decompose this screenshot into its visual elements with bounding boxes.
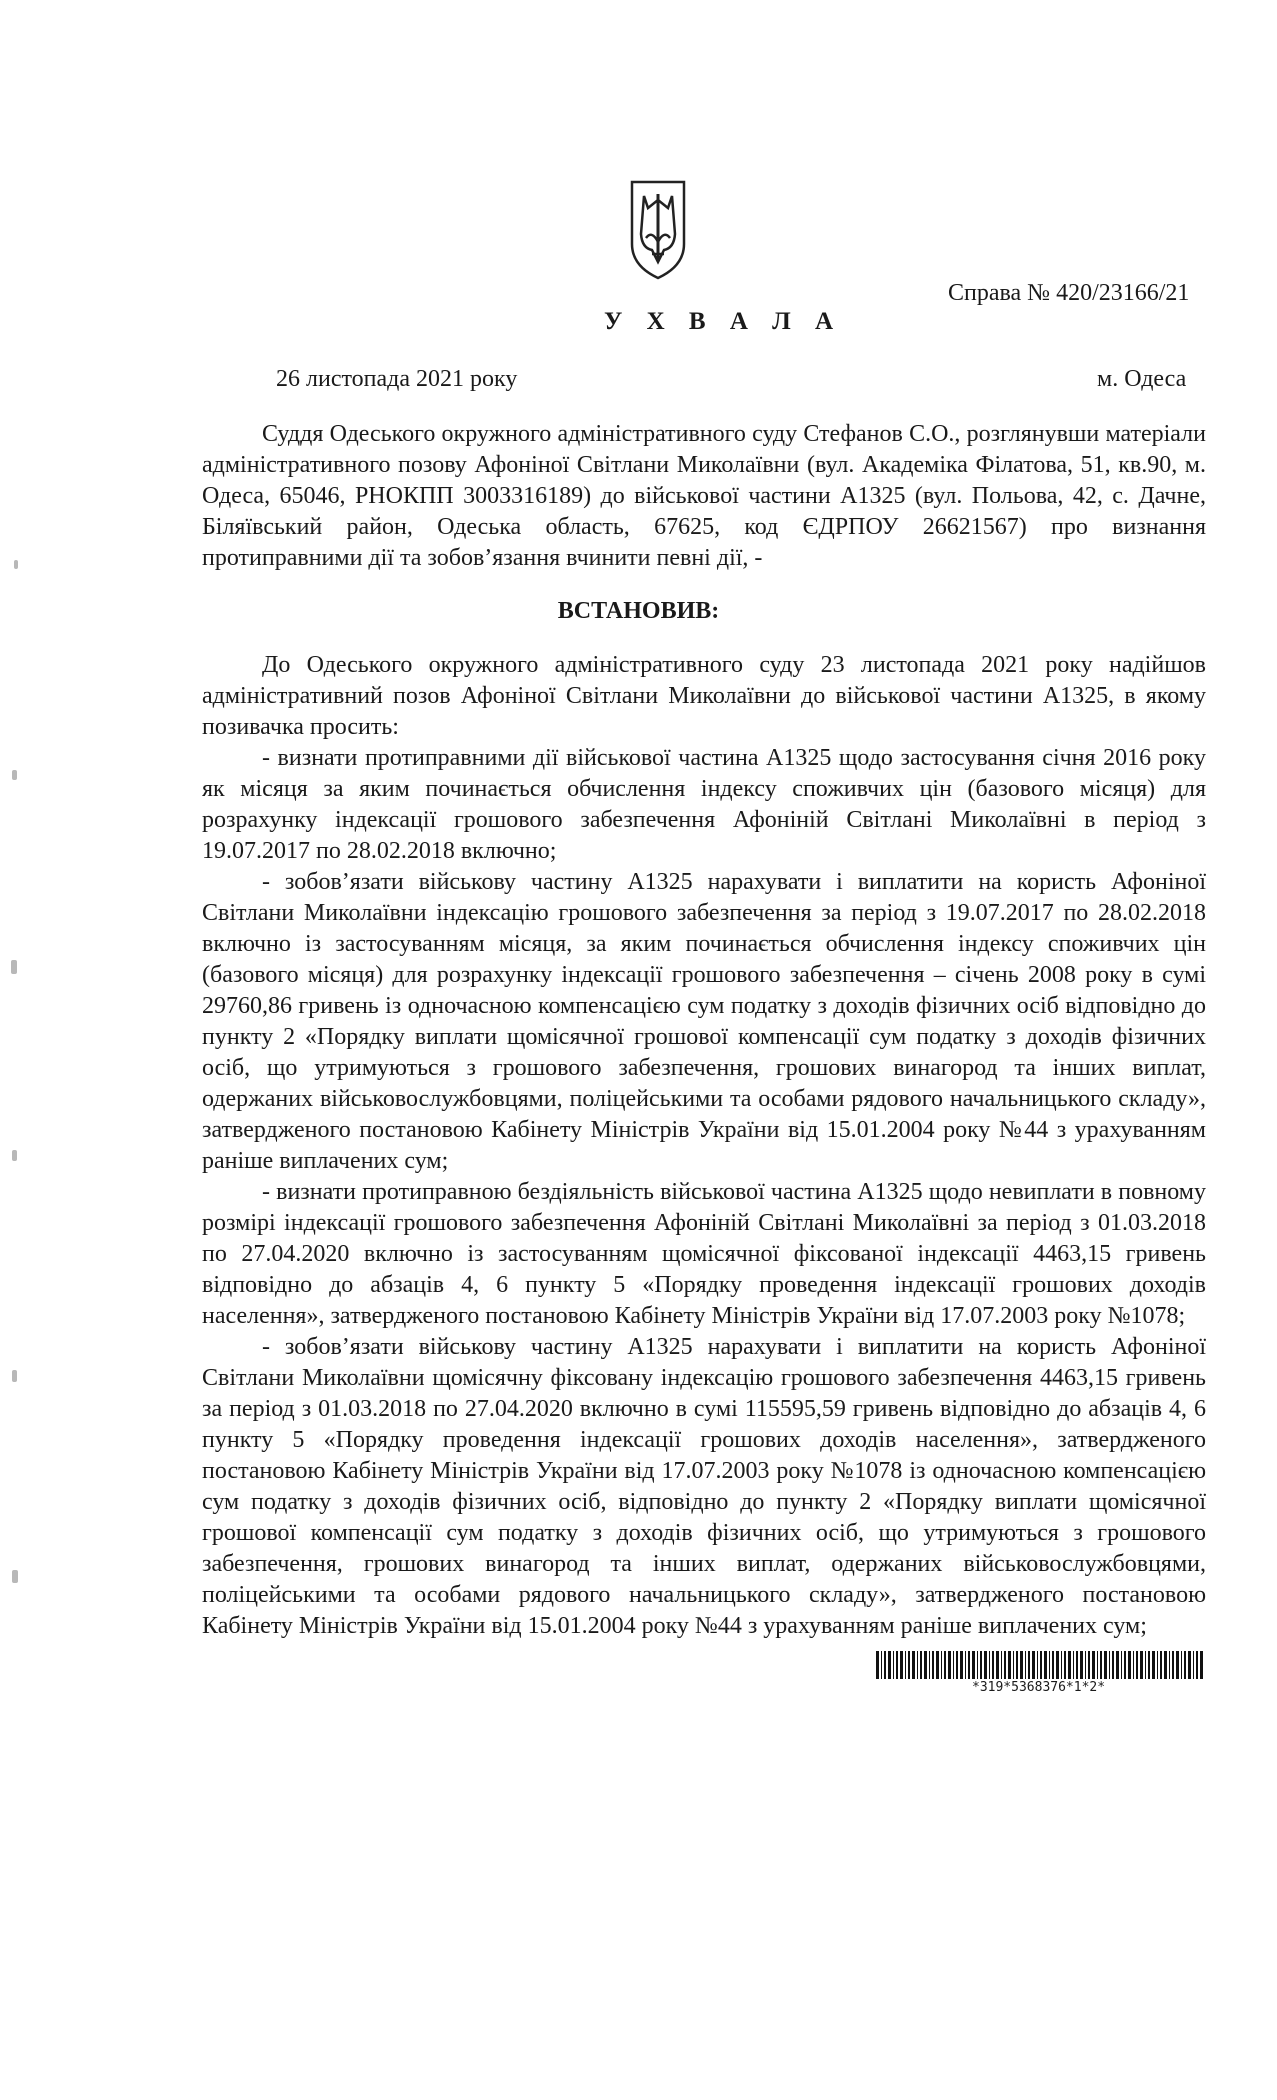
barcode-bar: [1020, 1651, 1023, 1679]
barcode-bar: [1061, 1651, 1062, 1679]
barcode-bar: [1049, 1651, 1050, 1679]
case-number: Справа № 420/23166/21: [948, 280, 1190, 306]
barcode-bar: [1140, 1651, 1143, 1679]
barcode-bar: [884, 1651, 886, 1679]
barcode-bar: [1176, 1651, 1179, 1679]
barcode-bar: [1016, 1651, 1018, 1679]
barcode-bar: [1001, 1651, 1002, 1679]
body-paragraph: До Одеського окружного адміністративного суду 23 листопада 2021 року надійшов адміністративний позов Афоніної Світлани Миколаївни до військової частини А1325, в якому позивачка просить:: [202, 652, 1206, 740]
document-title: У Х В А Л А: [604, 308, 843, 335]
barcode-bar: [1097, 1651, 1098, 1679]
barcode-bar: [924, 1651, 927, 1679]
barcode-bar: [1184, 1651, 1186, 1679]
main-body: [202, 650, 1206, 1642]
barcode-bar: [900, 1651, 903, 1679]
claim-item: - зобов’язати військову частину А1325 нарахувати і виплатити на користь Афоніної Світлани Миколаївни індексацію грошового забезпечення за період з 19.07.2017 по 28.02.2018 включно із застосуванням місяця, за яким починається обчислення індексу споживчих цін (базового місяця) для розрахунку індексації грошового забезпечення – січень 2008 року в сумі 29760,86 гривень із одночасною компенсацією сум податку з доходів фізичних осіб відповідно до пункту 2 «Порядку виплати щомісячної грошової компенсації сум податку з доходів фізичних осіб, що утримуються з грошового забезпечення, грошових винагород та інших виплат, одержаних військовослужбовцями, поліцейськими та особами рядового начальницького складу», затвердженого постановою Кабінету Міністрів України від 15.01.2004 року №44 з урахуванням раніше виплачених сум;: [202, 869, 1206, 1174]
barcode-bar: [1124, 1651, 1126, 1679]
barcode-bar: [1004, 1651, 1006, 1679]
barcode-bar: [1200, 1651, 1203, 1679]
barcode-bar: [944, 1651, 946, 1679]
document-city: м. Одеса: [1097, 366, 1187, 392]
barcode: [876, 1651, 1204, 1679]
barcode-bar: [1080, 1651, 1083, 1679]
scan-speck: [14, 560, 18, 569]
barcode-bar: [896, 1651, 898, 1679]
scan-speck: [12, 1370, 17, 1382]
barcode-bar: [1193, 1651, 1194, 1679]
barcode-bar: [1040, 1651, 1042, 1679]
barcode-bar: [1013, 1651, 1014, 1679]
barcode-bar: [996, 1651, 999, 1679]
barcode-bar: [948, 1651, 951, 1679]
barcode-bar: [1181, 1651, 1182, 1679]
barcode-bar: [1133, 1651, 1134, 1679]
barcode-bar: [1056, 1651, 1059, 1679]
barcode-number: *319*5368376*1*2*: [972, 1680, 1106, 1695]
barcode-bar: [1148, 1651, 1150, 1679]
barcode-bar: [992, 1651, 994, 1679]
barcode-bar: [1100, 1651, 1102, 1679]
barcode-bar: [1116, 1651, 1119, 1679]
coat-of-arms-icon: [626, 178, 690, 282]
barcode-bar: [1169, 1651, 1170, 1679]
barcode-bar: [1188, 1651, 1191, 1679]
barcode-bar: [920, 1651, 922, 1679]
barcode-bar: [1044, 1651, 1047, 1679]
document-date: 26 листопада 2021 року: [276, 366, 518, 392]
barcode-bar: [1068, 1651, 1071, 1679]
barcode-bar: [1109, 1651, 1110, 1679]
barcode-bar: [936, 1651, 939, 1679]
barcode-bar: [965, 1651, 966, 1679]
barcode-bar: [1032, 1651, 1035, 1679]
barcode-bar: [1028, 1651, 1030, 1679]
barcode-bar: [956, 1651, 958, 1679]
barcode-bar: [977, 1651, 978, 1679]
barcode-bar: [1104, 1651, 1107, 1679]
intro-text: Суддя Одеського окружного адміністративного суду Стефанов С.О., розглянувши матеріали адміністративного позову Афоніної Світлани Миколаївни (вул. Академіка Філатова, 51, кв.90, м. Одеса, 65046, РНОКПП 3003316189) до військової частини А1325 (вул. Польова, 42, с. Дачне, Біляївський район, Одеська область, 67625, код ЄДРПОУ 26621567) про визнання протиправними дії та зобов’язання вчинити певні дії, -: [202, 421, 1206, 571]
barcode-bar: [893, 1651, 894, 1679]
scan-speck: [12, 1150, 17, 1161]
barcode-bar: [881, 1651, 882, 1679]
barcode-bar: [888, 1651, 891, 1679]
barcode-bar: [917, 1651, 918, 1679]
barcode-bar: [1172, 1651, 1174, 1679]
claim-item: - визнати протиправними дії військової частина А1325 щодо застосування січня 2016 року як місяця за яким починається обчислення індексу споживчих цін (базового місяця) для розрахунку індексації грошового забезпечення Афоніній Світлані Миколаївні в період з 19.07.2017 по 28.02.2018 включно;: [202, 745, 1206, 864]
barcode-bar: [980, 1651, 982, 1679]
barcode-bar: [1136, 1651, 1138, 1679]
scan-speck: [12, 1570, 18, 1583]
barcode-bar: [972, 1651, 975, 1679]
barcode-bar: [905, 1651, 906, 1679]
scan-speck: [11, 960, 17, 974]
barcode-bar: [1073, 1651, 1074, 1679]
barcode-bar: [1121, 1651, 1122, 1679]
claim-item: - визнати протиправною бездіяльність військової частина А1325 щодо невиплати в повному розмірі індексації грошового забезпечення Афоніній Світлані Миколаївні за період з 01.03.2018 по 27.04.2020 включно із застосуванням щомісячної фіксованої індексації 4463,15 гривень відповідно до абзаців 4, 6 пункту 5 «Порядку проведення індексації грошових доходів населення», затвердженого постановою Кабінету Міністрів України від 17.07.2003 року №1078;: [202, 1179, 1206, 1329]
barcode-bar: [1128, 1651, 1131, 1679]
barcode-bar: [876, 1651, 879, 1679]
barcode-bar: [1164, 1651, 1167, 1679]
barcode-bar: [1088, 1651, 1090, 1679]
barcode-bar: [989, 1651, 990, 1679]
barcode-bar: [941, 1651, 942, 1679]
barcode-bar: [1112, 1651, 1114, 1679]
barcode-bar: [1064, 1651, 1066, 1679]
barcode-bar: [1145, 1651, 1146, 1679]
barcode-bar: [1008, 1651, 1011, 1679]
barcode-bar: [929, 1651, 930, 1679]
barcode-bar: [908, 1651, 910, 1679]
barcode-bar: [968, 1651, 970, 1679]
barcode-bar: [1037, 1651, 1038, 1679]
barcode-bar: [1092, 1651, 1095, 1679]
barcode-bar: [1076, 1651, 1078, 1679]
barcode-bar: [1085, 1651, 1086, 1679]
barcode-bar: [984, 1651, 987, 1679]
barcode-bar: [932, 1651, 934, 1679]
barcode-bar: [912, 1651, 915, 1679]
barcode-bar: [1160, 1651, 1162, 1679]
barcode-bar: [960, 1651, 963, 1679]
barcode-bar: [1157, 1651, 1158, 1679]
barcode-bar: [1025, 1651, 1026, 1679]
barcode-bar: [1152, 1651, 1155, 1679]
intro-paragraph: [202, 419, 1206, 574]
claim-item: - зобов’язати військову частину А1325 нарахувати і виплатити на користь Афоніної Світлани Миколаївни щомісячну фіксовану індексацію грошового забезпечення 4463,15 гривень за період з 01.03.2018 по 27.04.2020 включно в сумі 115595,59 гривень відповідно до абзаців 4, 6 пункту 5 «Порядку проведення індексації грошових доходів населення», затвердженого постановою Кабінету Міністрів України від 17.07.2003 року №1078 із одночасною компенсацією сум податку з доходів фізичних осіб, відповідно до пункту 2 «Порядку виплати щомісячної грошової компенсації сум податку з доходів фізичних осіб, що утримуються з грошового забезпечення, грошових винагород та інших виплат, одержаних військовослужбовцями, поліцейськими та особами рядового начальницького складу», затвердженого постановою Кабінету Міністрів України від 15.01.2004 року №44 з урахуванням раніше виплачених сум;: [202, 1334, 1206, 1639]
section-heading: ВСТАНОВИВ:: [557, 598, 720, 624]
barcode-bar: [1052, 1651, 1054, 1679]
scan-speck: [12, 770, 17, 780]
barcode-bar: [953, 1651, 954, 1679]
barcode-bar: [1196, 1651, 1198, 1679]
